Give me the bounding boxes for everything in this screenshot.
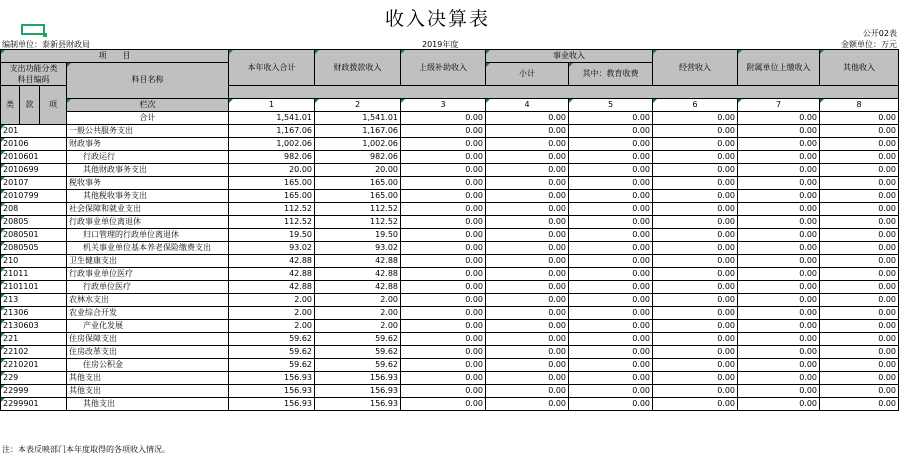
amount-cell[interactable]: 0.00 xyxy=(401,332,486,345)
amount-cell[interactable]: 0.00 xyxy=(486,358,569,371)
amount-cell[interactable]: 2.00 xyxy=(315,319,401,332)
header-project[interactable]: 项 目 xyxy=(1,50,229,63)
amount-cell[interactable]: 156.93 xyxy=(229,384,315,397)
subject-name-cell[interactable]: 一般公共服务支出 xyxy=(67,124,229,137)
amount-cell[interactable]: 165.00 xyxy=(315,176,401,189)
amount-cell[interactable]: 0.00 xyxy=(738,228,820,241)
subject-name-cell[interactable]: 产业化发展 xyxy=(67,319,229,332)
amount-cell[interactable]: 0.00 xyxy=(820,163,899,176)
amount-cell[interactable]: 0.00 xyxy=(401,280,486,293)
amount-cell[interactable]: 0.00 xyxy=(820,280,899,293)
amount-cell[interactable]: 20.00 xyxy=(229,163,315,176)
amount-cell[interactable]: 0.00 xyxy=(653,371,738,384)
subject-name-cell[interactable]: 卫生健康支出 xyxy=(67,254,229,267)
amount-cell[interactable]: 0.00 xyxy=(820,137,899,150)
amount-cell[interactable]: 0.00 xyxy=(569,280,653,293)
amount-cell[interactable]: 0.00 xyxy=(401,358,486,371)
amount-cell[interactable]: 0.00 xyxy=(820,319,899,332)
total-cell[interactable]: 1,541.01 xyxy=(315,111,401,124)
subject-name-cell[interactable]: 行政单位医疗 xyxy=(67,280,229,293)
amount-cell[interactable]: 0.00 xyxy=(569,358,653,371)
amount-cell[interactable]: 0.00 xyxy=(486,332,569,345)
amount-cell[interactable]: 1,167.06 xyxy=(229,124,315,137)
amount-cell[interactable]: 0.00 xyxy=(486,228,569,241)
header-function-code[interactable]: 支出功能分类 科目编码 xyxy=(1,63,67,86)
amount-cell[interactable]: 0.00 xyxy=(486,124,569,137)
amount-cell[interactable]: 0.00 xyxy=(401,254,486,267)
subject-name-cell[interactable]: 农业综合开发 xyxy=(67,306,229,319)
amount-cell[interactable]: 59.62 xyxy=(315,358,401,371)
table-row xyxy=(1,202,899,215)
amount-cell[interactable]: 0.00 xyxy=(486,254,569,267)
amount-cell[interactable]: 982.06 xyxy=(229,150,315,163)
column-number-8[interactable]: 8 xyxy=(820,98,899,111)
column-number-1[interactable]: 1 xyxy=(229,98,315,111)
amount-cell[interactable]: 0.00 xyxy=(738,397,820,410)
amount-cell[interactable]: 0.00 xyxy=(486,384,569,397)
amount-cell[interactable]: 0.00 xyxy=(486,189,569,202)
header-affiliated-income[interactable]: 附属单位上缴收入 xyxy=(738,50,820,86)
amount-cell[interactable]: 0.00 xyxy=(401,267,486,280)
amount-cell[interactable]: 1,167.06 xyxy=(315,124,401,137)
amount-cell[interactable]: 0.00 xyxy=(401,228,486,241)
amount-cell[interactable]: 0.00 xyxy=(569,254,653,267)
amount-cell[interactable]: 0.00 xyxy=(738,280,820,293)
amount-cell[interactable]: 0.00 xyxy=(401,189,486,202)
column-number-4[interactable]: 4 xyxy=(486,98,569,111)
amount-cell[interactable]: 0.00 xyxy=(738,215,820,228)
amount-cell[interactable]: 93.02 xyxy=(315,241,401,254)
amount-cell[interactable]: 0.00 xyxy=(820,397,899,410)
amount-cell[interactable]: 59.62 xyxy=(229,345,315,358)
total-cell[interactable]: 0.00 xyxy=(820,111,899,124)
header-column-index[interactable]: 栏次 xyxy=(67,98,229,111)
amount-cell[interactable]: 0.00 xyxy=(569,202,653,215)
header-xiang[interactable]: 项 xyxy=(40,86,67,125)
amount-cell[interactable]: 42.88 xyxy=(229,267,315,280)
amount-cell[interactable]: 0.00 xyxy=(653,163,738,176)
amount-cell[interactable]: 0.00 xyxy=(820,189,899,202)
amount-cell[interactable]: 0.00 xyxy=(569,332,653,345)
amount-cell[interactable]: 0.00 xyxy=(569,293,653,306)
amount-cell[interactable]: 112.52 xyxy=(315,215,401,228)
amount-cell[interactable]: 0.00 xyxy=(486,163,569,176)
amount-cell[interactable]: 0.00 xyxy=(486,371,569,384)
amount-cell[interactable]: 0.00 xyxy=(486,306,569,319)
subject-code-cell[interactable]: 221 xyxy=(1,332,67,345)
table-row xyxy=(1,241,899,254)
amount-cell[interactable]: 0.00 xyxy=(569,228,653,241)
header-business-income[interactable]: 事业收入 xyxy=(486,50,653,63)
amount-cell[interactable]: 0.00 xyxy=(820,384,899,397)
table-row xyxy=(1,306,899,319)
subject-name-cell[interactable]: 财政事务 xyxy=(67,137,229,150)
amount-cell[interactable]: 0.00 xyxy=(653,267,738,280)
amount-cell[interactable]: 0.00 xyxy=(401,241,486,254)
amount-cell[interactable]: 0.00 xyxy=(401,371,486,384)
amount-cell[interactable]: 0.00 xyxy=(653,202,738,215)
total-label[interactable]: 合计 xyxy=(67,111,229,124)
amount-cell[interactable]: 112.52 xyxy=(229,215,315,228)
amount-cell[interactable]: 42.88 xyxy=(315,267,401,280)
total-cell[interactable]: 0.00 xyxy=(569,111,653,124)
amount-cell[interactable]: 0.00 xyxy=(401,384,486,397)
amount-cell[interactable]: 0.00 xyxy=(738,293,820,306)
subject-name-cell[interactable]: 住房公积金 xyxy=(67,358,229,371)
amount-cell[interactable]: 156.93 xyxy=(315,397,401,410)
amount-cell[interactable]: 165.00 xyxy=(315,189,401,202)
amount-cell[interactable]: 0.00 xyxy=(738,267,820,280)
table-row xyxy=(1,358,899,371)
amount-cell[interactable]: 59.62 xyxy=(315,332,401,345)
subject-code-cell[interactable]: 2101101 xyxy=(1,280,67,293)
amount-cell[interactable]: 165.00 xyxy=(229,189,315,202)
header-other-income[interactable]: 其他收入 xyxy=(820,50,899,86)
amount-cell[interactable]: 0.00 xyxy=(486,176,569,189)
subject-code-cell[interactable]: 208 xyxy=(1,202,67,215)
amount-cell[interactable]: 0.00 xyxy=(820,202,899,215)
amount-cell[interactable]: 0.00 xyxy=(569,397,653,410)
amount-cell[interactable]: 0.00 xyxy=(820,332,899,345)
amount-cell[interactable]: 0.00 xyxy=(653,293,738,306)
table-row xyxy=(1,345,899,358)
amount-cell[interactable]: 982.06 xyxy=(315,150,401,163)
amount-cell[interactable]: 0.00 xyxy=(738,306,820,319)
amount-cell[interactable]: 156.93 xyxy=(229,397,315,410)
amount-cell[interactable]: 112.52 xyxy=(229,202,315,215)
header-total-income[interactable]: 本年收入合计 xyxy=(229,50,315,86)
amount-cell[interactable]: 2.00 xyxy=(229,306,315,319)
amount-cell[interactable]: 19.50 xyxy=(229,228,315,241)
amount-cell[interactable]: 93.02 xyxy=(229,241,315,254)
subject-name-cell[interactable]: 其他支出 xyxy=(67,371,229,384)
amount-cell[interactable]: 20.00 xyxy=(315,163,401,176)
subject-code-cell[interactable]: 20805 xyxy=(1,215,67,228)
amount-cell[interactable]: 0.00 xyxy=(653,358,738,371)
amount-cell[interactable]: 0.00 xyxy=(738,254,820,267)
amount-cell[interactable]: 0.00 xyxy=(820,293,899,306)
column-number-7[interactable]: 7 xyxy=(738,98,820,111)
subject-name-cell[interactable]: 行政运行 xyxy=(67,150,229,163)
table-row xyxy=(1,397,899,410)
total-cell[interactable]: 0.00 xyxy=(653,111,738,124)
amount-cell[interactable]: 0.00 xyxy=(401,215,486,228)
table-row xyxy=(1,163,899,176)
table-row xyxy=(1,280,899,293)
header-kuan[interactable]: 款 xyxy=(20,86,40,125)
amount-cell[interactable]: 0.00 xyxy=(738,319,820,332)
amount-cell[interactable]: 0.00 xyxy=(738,150,820,163)
amount-cell[interactable]: 0.00 xyxy=(401,163,486,176)
header-lei[interactable]: 类 xyxy=(1,86,20,125)
total-cell[interactable]: 0.00 xyxy=(486,111,569,124)
amount-cell[interactable]: 0.00 xyxy=(738,137,820,150)
amount-cell[interactable]: 0.00 xyxy=(486,345,569,358)
amount-cell[interactable]: 2.00 xyxy=(315,293,401,306)
header-education-fee[interactable]: 其中：教育收费 xyxy=(569,63,653,86)
amount-cell[interactable]: 112.52 xyxy=(315,202,401,215)
amount-cell[interactable]: 0.00 xyxy=(401,124,486,137)
subject-name-cell[interactable]: 机关事业单位基本养老保险缴费支出 xyxy=(67,241,229,254)
amount-cell[interactable]: 0.00 xyxy=(401,397,486,410)
amount-cell[interactable]: 0.00 xyxy=(569,267,653,280)
amount-cell[interactable]: 0.00 xyxy=(569,176,653,189)
subject-name-cell[interactable]: 归口管理的行政单位离退休 xyxy=(67,228,229,241)
amount-cell[interactable]: 0.00 xyxy=(486,150,569,163)
amount-cell[interactable]: 0.00 xyxy=(653,280,738,293)
amount-cell[interactable]: 0.00 xyxy=(569,241,653,254)
amount-cell[interactable]: 59.62 xyxy=(315,345,401,358)
amount-cell[interactable]: 42.88 xyxy=(315,254,401,267)
income-statement-table xyxy=(0,49,899,411)
total-cell[interactable]: 0.00 xyxy=(738,111,820,124)
column-number-6[interactable]: 6 xyxy=(653,98,738,111)
total-row xyxy=(1,111,899,124)
amount-cell[interactable]: 156.93 xyxy=(315,371,401,384)
subject-code-cell[interactable]: 2010699 xyxy=(1,163,67,176)
subject-code-cell[interactable]: 2080505 xyxy=(1,241,67,254)
amount-cell[interactable]: 0.00 xyxy=(653,345,738,358)
subject-name-cell[interactable]: 其他税收事务支出 xyxy=(67,189,229,202)
subject-code-cell[interactable]: 2299901 xyxy=(1,397,67,410)
amount-cell[interactable]: 0.00 xyxy=(738,384,820,397)
subject-name-cell[interactable]: 行政事业单位医疗 xyxy=(67,267,229,280)
amount-cell[interactable]: 0.00 xyxy=(820,150,899,163)
amount-cell[interactable]: 0.00 xyxy=(569,371,653,384)
amount-cell[interactable]: 0.00 xyxy=(738,189,820,202)
subject-name-cell[interactable]: 税收事务 xyxy=(67,176,229,189)
amount-cell[interactable]: 0.00 xyxy=(569,163,653,176)
reporting-unit: 编制单位：泰新县财政局 xyxy=(2,40,90,49)
amount-cell[interactable]: 0.00 xyxy=(401,306,486,319)
amount-cell[interactable]: 2.00 xyxy=(229,319,315,332)
header-superior-subsidy[interactable]: 上级补助收入 xyxy=(401,50,486,86)
amount-cell[interactable]: 0.00 xyxy=(486,293,569,306)
amount-cell[interactable]: 0.00 xyxy=(401,202,486,215)
amount-cell[interactable]: 0.00 xyxy=(569,150,653,163)
subject-code-cell[interactable]: 213 xyxy=(1,293,67,306)
amount-cell[interactable]: 0.00 xyxy=(653,319,738,332)
amount-cell[interactable]: 0.00 xyxy=(738,163,820,176)
subject-name-cell[interactable]: 农林水支出 xyxy=(67,293,229,306)
amount-cell[interactable]: 0.00 xyxy=(653,397,738,410)
total-cell[interactable]: 1,541.01 xyxy=(229,111,315,124)
header-subtotal[interactable]: 小计 xyxy=(486,63,569,86)
amount-cell[interactable]: 0.00 xyxy=(569,215,653,228)
subject-code-cell[interactable]: 20107 xyxy=(1,176,67,189)
amount-cell[interactable]: 0.00 xyxy=(486,215,569,228)
amount-cell[interactable]: 0.00 xyxy=(820,254,899,267)
amount-cell[interactable]: 156.93 xyxy=(315,384,401,397)
amount-cell[interactable]: 0.00 xyxy=(820,267,899,280)
amount-cell[interactable]: 59.62 xyxy=(229,358,315,371)
amount-cell[interactable]: 0.00 xyxy=(738,345,820,358)
amount-cell[interactable]: 0.00 xyxy=(486,280,569,293)
amount-cell[interactable]: 0.00 xyxy=(569,306,653,319)
amount-cell[interactable]: 0.00 xyxy=(569,319,653,332)
subject-code-cell[interactable]: 22999 xyxy=(1,384,67,397)
subject-name-cell[interactable]: 行政事业单位离退休 xyxy=(67,215,229,228)
amount-cell[interactable]: 0.00 xyxy=(738,202,820,215)
header-operating-income[interactable]: 经营收入 xyxy=(653,50,738,86)
amount-cell[interactable]: 0.00 xyxy=(738,176,820,189)
amount-cell[interactable]: 0.00 xyxy=(653,215,738,228)
amount-cell[interactable]: 0.00 xyxy=(738,241,820,254)
subject-code-cell[interactable]: 21306 xyxy=(1,306,67,319)
amount-cell[interactable]: 0.00 xyxy=(653,228,738,241)
total-cell[interactable]: 0.00 xyxy=(401,111,486,124)
table-row xyxy=(1,176,899,189)
amount-cell[interactable]: 0.00 xyxy=(486,137,569,150)
subject-name-cell[interactable]: 其他财政事务支出 xyxy=(67,163,229,176)
subject-name-cell[interactable]: 住房保障支出 xyxy=(67,332,229,345)
amount-cell[interactable]: 0.00 xyxy=(820,306,899,319)
amount-cell[interactable]: 0.00 xyxy=(653,124,738,137)
amount-cell[interactable]: 59.62 xyxy=(229,332,315,345)
table-row xyxy=(1,150,899,163)
amount-cell[interactable]: 0.00 xyxy=(738,124,820,137)
subject-name-cell[interactable]: 社会保障和就业支出 xyxy=(67,202,229,215)
subject-name-cell[interactable]: 其他支出 xyxy=(67,384,229,397)
amount-cell[interactable]: 1,002.06 xyxy=(315,137,401,150)
amount-cell[interactable]: 156.93 xyxy=(229,371,315,384)
column-number-2[interactable]: 2 xyxy=(315,98,401,111)
amount-cell[interactable]: 0.00 xyxy=(653,384,738,397)
table-row xyxy=(1,319,899,332)
amount-cell[interactable]: 0.00 xyxy=(820,241,899,254)
subject-code-cell[interactable]: 2010601 xyxy=(1,150,67,163)
subject-code-cell[interactable]: 2210201 xyxy=(1,358,67,371)
fiscal-year: 2019年度 xyxy=(422,40,459,49)
amount-cell[interactable]: 0.00 xyxy=(486,267,569,280)
amount-cell[interactable]: 1,002.06 xyxy=(229,137,315,150)
amount-cell[interactable]: 0.00 xyxy=(401,345,486,358)
amount-cell[interactable]: 0.00 xyxy=(653,332,738,345)
amount-cell[interactable]: 0.00 xyxy=(653,150,738,163)
amount-cell[interactable]: 42.88 xyxy=(229,280,315,293)
subject-code-cell[interactable]: 229 xyxy=(1,371,67,384)
amount-cell[interactable]: 0.00 xyxy=(569,345,653,358)
amount-cell[interactable]: 0.00 xyxy=(401,137,486,150)
amount-cell[interactable]: 42.88 xyxy=(315,280,401,293)
amount-cell[interactable]: 0.00 xyxy=(653,241,738,254)
amount-cell[interactable]: 0.00 xyxy=(820,228,899,241)
table-row xyxy=(1,371,899,384)
amount-cell[interactable]: 0.00 xyxy=(820,215,899,228)
subject-code-cell[interactable]: 2010799 xyxy=(1,189,67,202)
amount-cell[interactable]: 0.00 xyxy=(738,371,820,384)
amount-cell[interactable]: 0.00 xyxy=(486,241,569,254)
amount-cell[interactable]: 19.50 xyxy=(315,228,401,241)
amount-cell[interactable]: 0.00 xyxy=(820,358,899,371)
table-row xyxy=(1,228,899,241)
amount-cell[interactable]: 2.00 xyxy=(229,293,315,306)
subject-code-cell[interactable]: 2130603 xyxy=(1,319,67,332)
subject-code-cell[interactable]: 21011 xyxy=(1,267,67,280)
amount-cell[interactable]: 0.00 xyxy=(486,319,569,332)
amount-cell[interactable]: 0.00 xyxy=(820,371,899,384)
table-row xyxy=(1,124,899,137)
column-number-3[interactable]: 3 xyxy=(401,98,486,111)
subject-code-cell[interactable]: 22102 xyxy=(1,345,67,358)
amount-cell[interactable]: 0.00 xyxy=(486,202,569,215)
amount-cell[interactable]: 0.00 xyxy=(569,384,653,397)
amount-cell[interactable]: 0.00 xyxy=(401,176,486,189)
amount-cell[interactable]: 0.00 xyxy=(653,306,738,319)
form-number: 公开02表 xyxy=(862,29,897,38)
amount-cell[interactable]: 0.00 xyxy=(738,358,820,371)
header-subject-name[interactable]: 科目名称 xyxy=(67,63,229,99)
amount-cell[interactable]: 0.00 xyxy=(820,176,899,189)
subject-code-cell[interactable]: 201 xyxy=(1,124,67,137)
subject-code-cell[interactable]: 20106 xyxy=(1,137,67,150)
amount-cell[interactable]: 0.00 xyxy=(820,124,899,137)
amount-cell[interactable]: 0.00 xyxy=(401,293,486,306)
table-row xyxy=(1,384,899,397)
table-row xyxy=(1,332,899,345)
amount-cell[interactable]: 0.00 xyxy=(738,332,820,345)
amount-cell[interactable]: 2.00 xyxy=(315,306,401,319)
amount-cell[interactable]: 0.00 xyxy=(653,254,738,267)
table-row xyxy=(1,267,899,280)
subject-code-cell[interactable]: 2080501 xyxy=(1,228,67,241)
amount-cell[interactable]: 0.00 xyxy=(569,137,653,150)
amount-cell[interactable]: 0.00 xyxy=(486,397,569,410)
column-number-5[interactable]: 5 xyxy=(569,98,653,111)
amount-cell[interactable]: 165.00 xyxy=(229,176,315,189)
table-row xyxy=(1,293,899,306)
header-fiscal-allocation[interactable]: 财政拨款收入 xyxy=(315,50,401,86)
subject-name-cell[interactable]: 住房改革支出 xyxy=(67,345,229,358)
amount-cell[interactable]: 0.00 xyxy=(653,189,738,202)
table-row xyxy=(1,189,899,202)
amount-cell[interactable]: 0.00 xyxy=(653,137,738,150)
subject-name-cell[interactable]: 其他支出 xyxy=(67,397,229,410)
table-row xyxy=(1,254,899,267)
table-row xyxy=(1,215,899,228)
amount-cell[interactable]: 0.00 xyxy=(820,345,899,358)
amount-cell[interactable]: 0.00 xyxy=(569,124,653,137)
footnote: 注：本表反映部门本年度取得的各项收入情况。 xyxy=(2,445,170,454)
amount-cell[interactable]: 0.00 xyxy=(401,319,486,332)
subject-code-cell[interactable]: 210 xyxy=(1,254,67,267)
report-title: 收入决算表 xyxy=(384,8,490,30)
amount-cell[interactable]: 0.00 xyxy=(653,176,738,189)
amount-unit: 金额单位：万元 xyxy=(841,40,897,49)
amount-cell[interactable]: 42.88 xyxy=(229,254,315,267)
table-row xyxy=(1,137,899,150)
amount-cell[interactable]: 0.00 xyxy=(569,189,653,202)
amount-cell[interactable]: 0.00 xyxy=(401,150,486,163)
